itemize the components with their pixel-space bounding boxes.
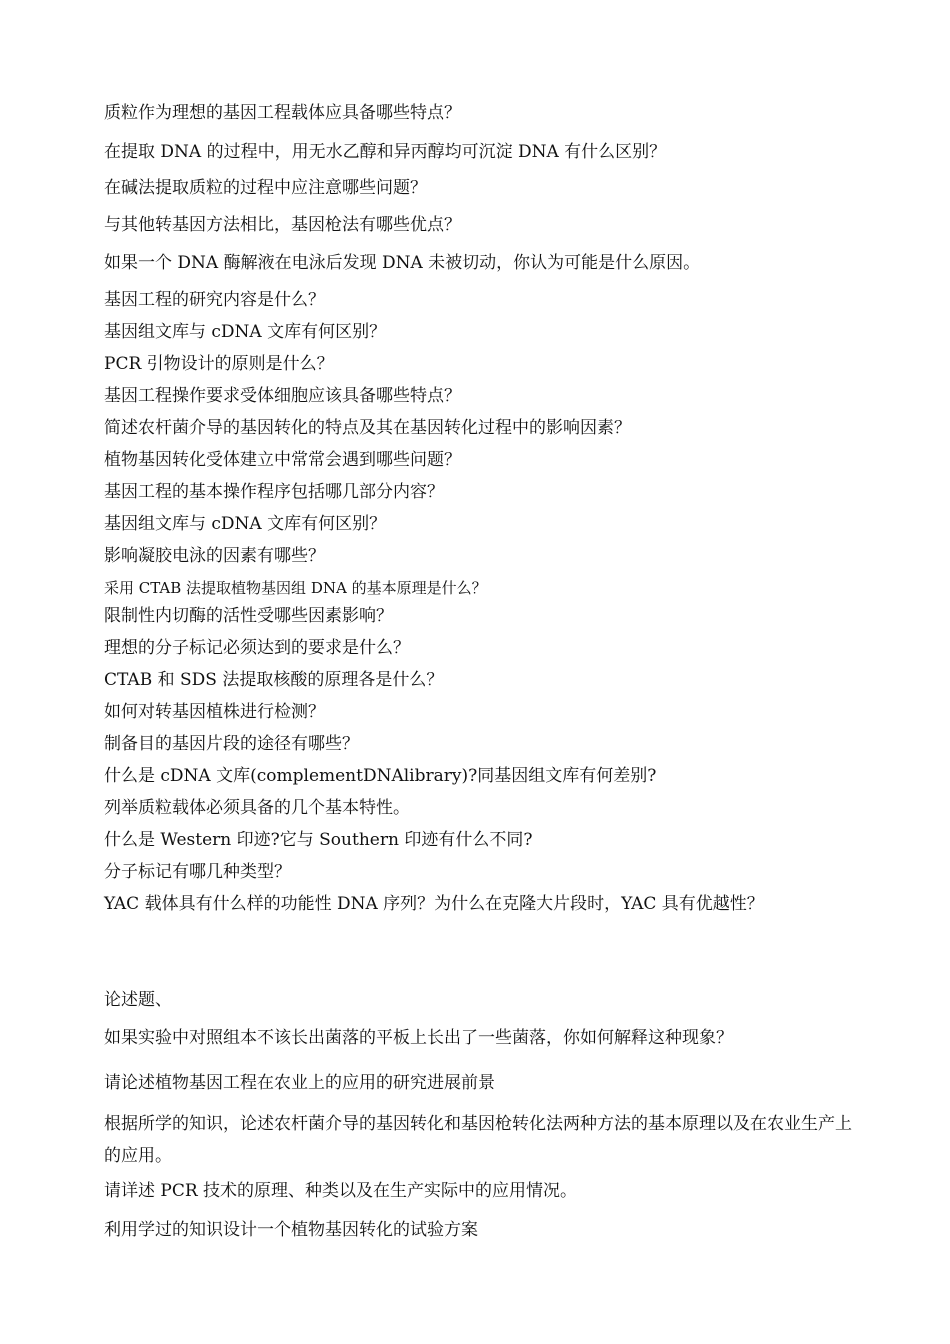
- short-question: 基因工程的研究内容是什么？: [104, 290, 325, 310]
- short-question: 分子标记有哪几种类型？: [104, 862, 291, 882]
- short-question: 什么是 Western 印迹?它与 Southern 印迹有什么不同?: [104, 830, 533, 850]
- short-question: 在提取 DNA 的过程中，用无水乙醇和异丙醇均可沉淀 DNA 有什么区别？: [104, 142, 667, 162]
- short-question: 制备目的基因片段的途径有哪些？: [104, 734, 359, 754]
- essay-question: 根据所学的知识，论述农杆菌介导的基因转化和基因枪转化法两种方法的基本原理以及在农业生产上的应用。: [104, 1114, 852, 1166]
- essay-question: 请详述 PCR 技术的原理、种类以及在生产实际中的应用情况。: [104, 1181, 578, 1201]
- essay-question: 如果实验中对照组本不该长出菌落的平板上长出了一些菌落，你如何解释这种现象？: [104, 1028, 733, 1048]
- essay-question: 利用学过的知识设计一个植物基因转化的试验方案: [104, 1220, 478, 1240]
- short-question: 采用 CTAB 法提取植物基因组 DNA 的基本原理是什么？: [104, 579, 487, 597]
- short-question: 如何对转基因植株进行检测？: [104, 702, 325, 722]
- short-question: 如果一个 DNA 酶解液在电泳后发现 DNA 未被切动，你认为可能是什么原因。: [104, 253, 701, 273]
- essay-heading: 论述题、: [104, 990, 172, 1010]
- short-question: 质粒作为理想的基因工程载体应具备哪些特点？: [104, 103, 461, 123]
- short-question: 影响凝胶电泳的因素有哪些？: [104, 546, 325, 566]
- short-question: 列举质粒载体必须具备的几个基本特性。: [104, 798, 410, 818]
- short-question: 基因工程操作要求受体细胞应该具备哪些特点？: [104, 386, 461, 406]
- short-question: YAC 载体具有什么样的功能性 DNA 序列？为什么在克隆大片段时，YAC 具有优越性？: [104, 894, 764, 914]
- short-question: 什么是 cDNA 文库(complementDNAlibrary)?同基因组文库有何差别?: [104, 766, 657, 786]
- short-question: PCR 引物设计的原则是什么？: [104, 354, 334, 374]
- short-question: 基因组文库与 cDNA 文库有何区别？: [104, 514, 387, 534]
- essay-question: 请论述植物基因工程在农业上的应用的研究进展前景: [104, 1073, 495, 1093]
- short-question: 与其他转基因方法相比，基因枪法有哪些优点？: [104, 215, 461, 235]
- short-question: 限制性内切酶的活性受哪些因素影响？: [104, 606, 393, 626]
- short-question: 基因工程的基本操作程序包括哪几部分内容？: [104, 482, 444, 502]
- short-question: 植物基因转化受体建立中常常会遇到哪些问题？: [104, 450, 461, 470]
- short-question: 简述农杆菌介导的基因转化的特点及其在基因转化过程中的影响因素？: [104, 418, 631, 438]
- short-question: 理想的分子标记必须达到的要求是什么？: [104, 638, 410, 658]
- short-question: 在碱法提取质粒的过程中应注意哪些问题？: [104, 178, 427, 198]
- short-question: 基因组文库与 cDNA 文库有何区别？: [104, 322, 387, 342]
- short-question: CTAB 和 SDS 法提取核酸的原理各是什么？: [104, 670, 444, 690]
